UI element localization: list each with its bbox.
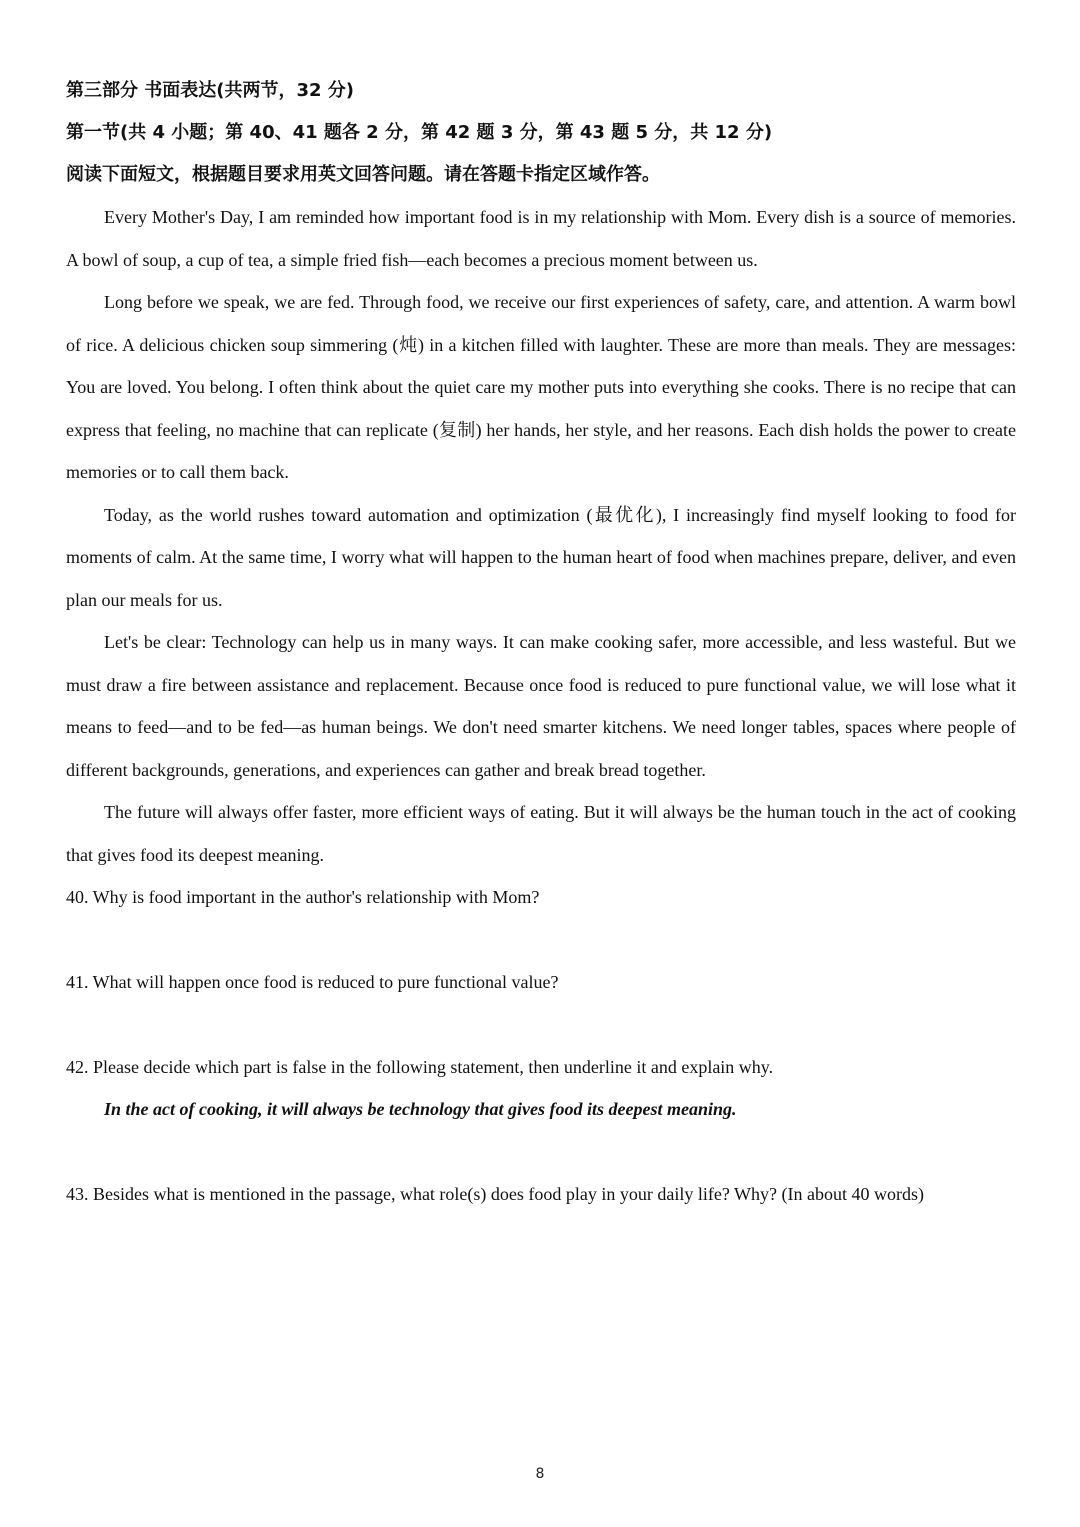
passage-paragraph-1: Every Mother's Day, I am reminded how important food is in my relationship with Mom. Every dish is a source of memories. A bowl of soup, a cup of tea, a simple fried fish—each becomes a precious moment between us. xyxy=(66,207,1016,270)
passage-paragraph-4: Let's be clear: Technology can help us in many ways. It can make cooking safer, more accessible, and less wasteful. But we must draw a fire between assistance and replacement. Because once food is reduced to pure functional value, we will lose what it means to feed—and to be fed—as human beings. We don't need smarter kitchens. We need longer tables, spaces where people of different backgrounds, generations, and experiences can gather and break bread together. xyxy=(66,632,1016,780)
page-number: 8 xyxy=(535,1466,545,1482)
question-42-statement: In the act of cooking, it will always be technology that gives food its deepest meaning. xyxy=(104,1099,737,1119)
page-content xyxy=(66,70,1016,1215)
answer-space-41 xyxy=(66,1003,1016,1046)
answer-space-40 xyxy=(66,918,1016,961)
section-heading: 第一节(共 4 小题；第 40、41 题各 2 分，第 42 题 3 分，第 43 题 5 分，共 12 分) xyxy=(66,122,773,143)
passage-paragraph-3: Today, as the world rushes toward automation and optimization (最优化), I increasingly find myself looking to food for moments of calm. At the same time, I worry what will happen to the human heart of food when machines prepare, deliver, and even plan our meals for us. xyxy=(66,504,1016,610)
question-42: 42. Please decide which part is false in the following statement, then underline it and explain why. xyxy=(66,1057,774,1077)
passage-paragraph-5: The future will always offer faster, more efficient ways of eating. But it will always be the human touch in the act of cooking that gives food its deepest meaning. xyxy=(66,802,1016,865)
part-heading: 第三部分 书面表达(共两节，32 分) xyxy=(66,80,355,101)
question-41: 41. What will happen once food is reduced to pure functional value? xyxy=(66,972,559,992)
answer-space-42 xyxy=(66,1130,1016,1173)
passage-paragraph-2: Long before we speak, we are fed. Through food, we receive our first experiences of safety, care, and attention. A warm bowl of rice. A delicious chicken soup simmering (炖) in a kitchen filled with laughter. These are more than meals. They are messages: You are loved. You belong. I often think about the quiet care my mother puts into everything she cooks. There is no recipe that can express that feeling, no machine that can replicate (复制) her hands, her style, and her reasons. Each dish holds the power to create memories or to call them back. xyxy=(66,292,1016,482)
question-43: 43. Besides what is mentioned in the passage, what role(s) does food play in your daily life? Why? (In about 40 words) xyxy=(66,1184,924,1204)
question-40: 40. Why is food important in the author's relationship with Mom? xyxy=(66,887,540,907)
instruction-text: 阅读下面短文，根据题目要求用英文回答问题。请在答题卡指定区域作答。 xyxy=(66,164,660,185)
